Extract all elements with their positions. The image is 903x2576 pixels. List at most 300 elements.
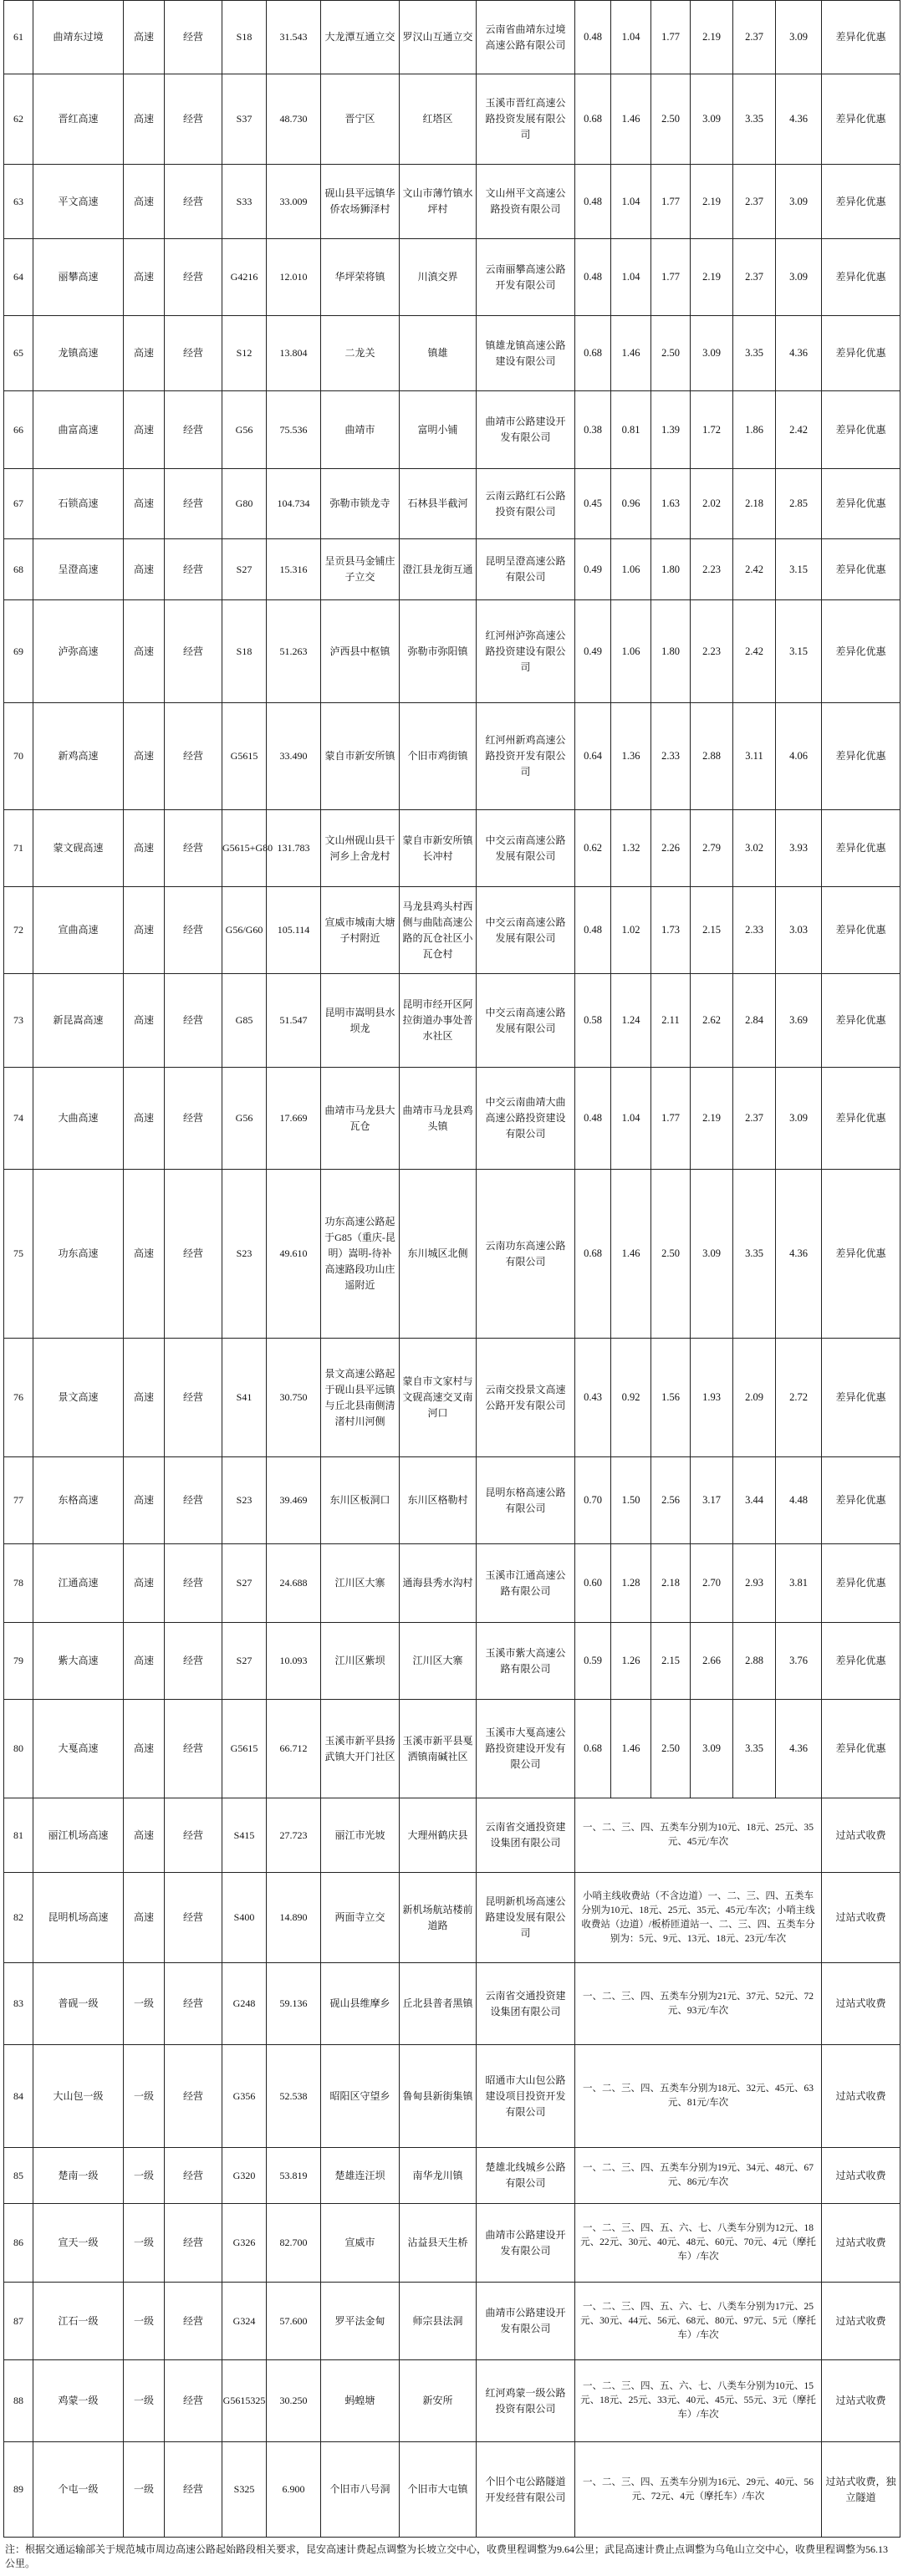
operator-company: 玉溪市紫大高速公路有限公司 [477, 1623, 575, 1700]
start-point: 弥勒市锁龙寺 [321, 469, 400, 539]
fee-class-6: 3.09 [776, 1068, 822, 1170]
operator-company: 楚雄北线城乡公路有限公司 [477, 2148, 575, 2204]
fee-class-3: 1.77 [651, 165, 691, 239]
road-name: 石锁高速 [33, 469, 124, 539]
fee-class-2: 0.81 [611, 391, 651, 469]
fee-class-1: 0.48 [575, 239, 611, 316]
table-row [4, 539, 900, 600]
mileage-km: 10.093 [267, 1623, 321, 1700]
road-name: 曲靖东过境 [33, 1, 124, 74]
fee-class-4: 2.19 [691, 239, 733, 316]
road-name: 呈澄高速 [33, 539, 124, 600]
road-grade: 一级 [124, 2204, 165, 2283]
fee-class-6: 4.36 [776, 1700, 822, 1798]
operator-company: 云南省曲靖东过境高速公路有限公司 [477, 1, 575, 74]
remark: 差异化优惠 [822, 810, 900, 887]
start-point: 罗平法金甸 [321, 2283, 400, 2360]
table-row [4, 2283, 900, 2360]
toll-nature: 经营 [165, 887, 222, 974]
operator-company: 昆明呈澄高速公路有限公司 [477, 539, 575, 600]
fee-class-2: 1.24 [611, 974, 651, 1068]
fee-class-2: 1.50 [611, 1457, 651, 1544]
table-row [4, 2204, 900, 2283]
fee-class-4: 2.19 [691, 1068, 733, 1170]
route-code: S400 [222, 1873, 267, 1963]
toll-nature: 经营 [165, 2204, 222, 2283]
mileage-km: 6.900 [267, 2442, 321, 2538]
remark: 差异化优惠 [822, 1068, 900, 1170]
road-name: 平文高速 [33, 165, 124, 239]
table-row [4, 316, 900, 391]
remark: 差异化优惠 [822, 1, 900, 74]
remark: 过站式收费 [822, 1873, 900, 1963]
fee-class-3: 2.33 [651, 703, 691, 810]
start-point: 曲靖市 [321, 391, 400, 469]
mileage-km: 104.734 [267, 469, 321, 539]
end-point: 沾益县天生桥 [400, 2204, 477, 2283]
row-number: 82 [4, 1873, 33, 1963]
end-point: 镇雄 [400, 316, 477, 391]
road-name: 普砚一级 [33, 1963, 124, 2045]
table-row [4, 1623, 900, 1700]
end-point: 马龙县鸡头村西侧与曲陆高速公路的瓦仓社区小瓦仓村 [400, 887, 477, 974]
road-name: 丽江机场高速 [33, 1798, 124, 1873]
road-name: 楚南一级 [33, 2148, 124, 2204]
fee-class-2: 1.04 [611, 1068, 651, 1170]
table-row [4, 239, 900, 316]
start-point: 呈贡县马金铺庄子立交 [321, 539, 400, 600]
row-number: 81 [4, 1798, 33, 1873]
fee-class-6: 3.09 [776, 1, 822, 74]
table-row [4, 1963, 900, 2045]
fee-class-3: 1.73 [651, 887, 691, 974]
mileage-km: 51.263 [267, 600, 321, 703]
route-code: G85 [222, 974, 267, 1068]
fee-class-1: 0.62 [575, 810, 611, 887]
route-code: S18 [222, 1, 267, 74]
start-point: 砚山县平远镇华侨农场狮泽村 [321, 165, 400, 239]
fee-class-4: 1.93 [691, 1339, 733, 1457]
remark: 差异化优惠 [822, 1623, 900, 1700]
toll-nature: 经营 [165, 1873, 222, 1963]
fee-class-3: 2.18 [651, 1544, 691, 1623]
fee-class-4: 2.19 [691, 1, 733, 74]
row-number: 61 [4, 1, 33, 74]
fee-class-2: 1.06 [611, 539, 651, 600]
start-point: 昆明市嵩明县水坝龙 [321, 974, 400, 1068]
mileage-km: 49.610 [267, 1170, 321, 1339]
row-number: 89 [4, 2442, 33, 2538]
route-code: S12 [222, 316, 267, 391]
route-code: G4216 [222, 239, 267, 316]
remark: 差异化优惠 [822, 600, 900, 703]
fee-class-2: 1.02 [611, 887, 651, 974]
fee-class-2: 1.04 [611, 1, 651, 74]
end-point: 东川区格勒村 [400, 1457, 477, 1544]
start-point: 晋宁区 [321, 74, 400, 165]
operator-company: 个旧个屯公路隧道开发经营有限公司 [477, 2442, 575, 2538]
start-point: 宣威市 [321, 2204, 400, 2283]
route-code: G5615 [222, 1700, 267, 1798]
fee-class-5: 3.02 [733, 810, 776, 887]
remark: 差异化优惠 [822, 469, 900, 539]
fee-class-6: 4.36 [776, 74, 822, 165]
start-point: 东川区板洞口 [321, 1457, 400, 1544]
fee-class-2: 0.96 [611, 469, 651, 539]
fee-class-1: 0.48 [575, 887, 611, 974]
end-point: 玉溪市新平县戛洒镇南碱社区 [400, 1700, 477, 1798]
table-row [4, 703, 900, 810]
start-point: 景文高速公路起于砚山县平远镇与丘北县南侧清渚村川河侧 [321, 1339, 400, 1457]
mileage-km: 51.547 [267, 974, 321, 1068]
operator-company: 昆明东格高速公路有限公司 [477, 1457, 575, 1544]
mileage-km: 31.543 [267, 1, 321, 74]
table-row [4, 974, 900, 1068]
road-grade: 高速 [124, 239, 165, 316]
remark: 过站式收费 [822, 2148, 900, 2204]
fee-class-3: 2.50 [651, 1170, 691, 1339]
route-code: S325 [222, 2442, 267, 2538]
route-code: G320 [222, 2148, 267, 2204]
road-grade: 高速 [124, 1544, 165, 1623]
fee-class-3: 2.11 [651, 974, 691, 1068]
road-name: 江通高速 [33, 1544, 124, 1623]
fee-class-3: 2.26 [651, 810, 691, 887]
end-point: 师宗县法洞 [400, 2283, 477, 2360]
road-grade: 高速 [124, 539, 165, 600]
table-row [4, 810, 900, 887]
table-row [4, 165, 900, 239]
operator-company: 中交云南高速公路发展有限公司 [477, 810, 575, 887]
road-grade: 一级 [124, 2148, 165, 2204]
route-code: S27 [222, 1544, 267, 1623]
toll-nature: 经营 [165, 1457, 222, 1544]
route-code: G80 [222, 469, 267, 539]
operator-company: 云南云路红石公路投资有限公司 [477, 469, 575, 539]
end-point: 川滇交界 [400, 239, 477, 316]
start-point: 曲靖市马龙县大瓦仓 [321, 1068, 400, 1170]
road-name: 龙镇高速 [33, 316, 124, 391]
fee-class-2: 1.26 [611, 1623, 651, 1700]
road-name: 晋红高速 [33, 74, 124, 165]
fee-class-4: 3.09 [691, 316, 733, 391]
fee-class-1: 0.59 [575, 1623, 611, 1700]
start-point: 昭阳区守望乡 [321, 2045, 400, 2148]
fee-class-1: 0.48 [575, 1068, 611, 1170]
route-code: G326 [222, 2204, 267, 2283]
table-row [4, 1700, 900, 1798]
fee-class-1: 0.45 [575, 469, 611, 539]
table-row [4, 2442, 900, 2538]
fee-class-4: 2.79 [691, 810, 733, 887]
start-point: 蒙自市新安所镇 [321, 703, 400, 810]
fee-class-3: 1.77 [651, 1068, 691, 1170]
remark: 差异化优惠 [822, 1170, 900, 1339]
toll-nature: 经营 [165, 2360, 222, 2442]
route-code: S23 [222, 1170, 267, 1339]
start-point: 功东高速公路起于G85（重庆-昆明）嵩明-待补高速路段功山庄遥附近 [321, 1170, 400, 1339]
route-code: G56/G60 [222, 887, 267, 974]
road-name: 鸡蒙一级 [33, 2360, 124, 2442]
operator-company: 中交云南高速公路发展有限公司 [477, 887, 575, 974]
fee-class-2: 1.28 [611, 1544, 651, 1623]
toll-nature: 经营 [165, 1544, 222, 1623]
table-row [4, 2360, 900, 2442]
mileage-km: 12.010 [267, 239, 321, 316]
route-code: S415 [222, 1798, 267, 1873]
table-row [4, 1068, 900, 1170]
road-grade: 高速 [124, 1, 165, 74]
road-grade: 高速 [124, 469, 165, 539]
road-name: 新鸡高速 [33, 703, 124, 810]
fee-class-4: 2.88 [691, 703, 733, 810]
operator-company: 曲靖市公路建设开发有限公司 [477, 2204, 575, 2283]
row-number: 62 [4, 74, 33, 165]
start-point: 玉溪市新平县扬武镇大开门社区 [321, 1700, 400, 1798]
fee-class-1: 0.38 [575, 391, 611, 469]
operator-company: 红河州泸弥高速公路投资建设有限公司 [477, 600, 575, 703]
fee-class-3: 2.15 [651, 1623, 691, 1700]
toll-nature: 经营 [165, 391, 222, 469]
fee-class-1: 0.60 [575, 1544, 611, 1623]
mileage-km: 82.700 [267, 2204, 321, 2283]
end-point: 江川区大寨 [400, 1623, 477, 1700]
toll-nature: 经营 [165, 1700, 222, 1798]
fee-class-3: 1.63 [651, 469, 691, 539]
row-number: 87 [4, 2283, 33, 2360]
route-code: S27 [222, 1623, 267, 1700]
fee-class-2: 1.36 [611, 703, 651, 810]
row-number: 66 [4, 391, 33, 469]
table-row [4, 2148, 900, 2204]
road-name: 新昆嵩高速 [33, 974, 124, 1068]
fee-class-6: 3.93 [776, 810, 822, 887]
toll-nature: 经营 [165, 1798, 222, 1873]
mileage-km: 30.750 [267, 1339, 321, 1457]
road-grade: 一级 [124, 1963, 165, 2045]
row-number: 63 [4, 165, 33, 239]
mileage-km: 39.469 [267, 1457, 321, 1544]
road-grade: 高速 [124, 600, 165, 703]
route-code: S33 [222, 165, 267, 239]
fee-class-5: 2.42 [733, 600, 776, 703]
end-point: 昆明市经开区阿拉街道办事处普水社区 [400, 974, 477, 1068]
table-row [4, 1339, 900, 1457]
end-point: 罗汉山互通立交 [400, 1, 477, 74]
fee-class-5: 2.18 [733, 469, 776, 539]
fee-class-4: 2.15 [691, 887, 733, 974]
fee-class-5: 1.86 [733, 391, 776, 469]
road-name: 泸弥高速 [33, 600, 124, 703]
fee-class-2: 1.46 [611, 316, 651, 391]
start-point: 蚂蝗塘 [321, 2360, 400, 2442]
end-point: 大理州鹤庆县 [400, 1798, 477, 1873]
road-name: 大戛高速 [33, 1700, 124, 1798]
mileage-km: 131.783 [267, 810, 321, 887]
end-point: 红塔区 [400, 74, 477, 165]
toll-nature: 经营 [165, 469, 222, 539]
fee-class-3: 2.50 [651, 74, 691, 165]
mileage-km: 17.669 [267, 1068, 321, 1170]
start-point: 个旧市八号洞 [321, 2442, 400, 2538]
remark: 差异化优惠 [822, 391, 900, 469]
fee-class-3: 1.80 [651, 539, 691, 600]
toll-nature: 经营 [165, 2148, 222, 2204]
operator-company: 云南功东高速公路有限公司 [477, 1170, 575, 1339]
fee-schedule-text: 一、二、三、四、五类车分别为16元、29元、40元、56元、72元、4元（摩托车）/车次 [575, 2442, 822, 2538]
remark: 差异化优惠 [822, 539, 900, 600]
road-grade: 一级 [124, 2283, 165, 2360]
toll-nature: 经营 [165, 1170, 222, 1339]
fee-class-3: 1.77 [651, 239, 691, 316]
row-number: 68 [4, 539, 33, 600]
fee-class-6: 4.36 [776, 1170, 822, 1339]
operator-company: 镇雄龙镇高速公路建设有限公司 [477, 316, 575, 391]
fee-class-5: 3.35 [733, 1170, 776, 1339]
end-point: 富明小铺 [400, 391, 477, 469]
end-point: 东川城区北侧 [400, 1170, 477, 1339]
road-grade: 高速 [124, 1170, 165, 1339]
route-code: S27 [222, 539, 267, 600]
mileage-km: 57.600 [267, 2283, 321, 2360]
fee-schedule-text: 一、二、三、四、五类车分别为21元、37元、52元、72元、93元/车次 [575, 1963, 822, 2045]
end-point: 新机场航站楼前道路 [400, 1873, 477, 1963]
mileage-km: 53.819 [267, 2148, 321, 2204]
table-row [4, 1170, 900, 1339]
remark: 过站式收费 [822, 1798, 900, 1873]
road-grade: 高速 [124, 810, 165, 887]
fee-class-4: 2.19 [691, 165, 733, 239]
row-number: 80 [4, 1700, 33, 1798]
fee-class-6: 3.69 [776, 974, 822, 1068]
start-point: 宣威市城南大塘子村附近 [321, 887, 400, 974]
route-code: G56 [222, 1068, 267, 1170]
fee-class-2: 1.06 [611, 600, 651, 703]
fee-class-1: 0.49 [575, 539, 611, 600]
road-grade: 高速 [124, 1457, 165, 1544]
fee-schedule-text: 一、二、三、四、五、六、七、八类车分别为12元、18元、22元、30元、40元、48元、60元、70元、4元（摩托车）/车次 [575, 2204, 822, 2283]
fee-class-6: 3.15 [776, 539, 822, 600]
fee-class-1: 0.70 [575, 1457, 611, 1544]
road-name: 宣天一级 [33, 2204, 124, 2283]
fee-class-1: 0.58 [575, 974, 611, 1068]
start-point: 江川区大寨 [321, 1544, 400, 1623]
road-grade: 高速 [124, 887, 165, 974]
remark: 过站式收费 [822, 2283, 900, 2360]
route-code: G5615+G80 [222, 810, 267, 887]
end-point: 澄江县龙街互通 [400, 539, 477, 600]
row-number: 85 [4, 2148, 33, 2204]
road-name: 江石一级 [33, 2283, 124, 2360]
fee-class-3: 2.50 [651, 316, 691, 391]
toll-nature: 经营 [165, 1963, 222, 2045]
mileage-km: 24.688 [267, 1544, 321, 1623]
fee-class-3: 2.56 [651, 1457, 691, 1544]
fee-class-2: 0.92 [611, 1339, 651, 1457]
road-grade: 高速 [124, 1873, 165, 1963]
fee-class-5: 3.35 [733, 316, 776, 391]
row-number: 88 [4, 2360, 33, 2442]
fee-class-6: 2.85 [776, 469, 822, 539]
row-number: 83 [4, 1963, 33, 2045]
mileage-km: 52.538 [267, 2045, 321, 2148]
fee-class-1: 0.68 [575, 1700, 611, 1798]
road-grade: 一级 [124, 2442, 165, 2538]
road-name: 蒙文砚高速 [33, 810, 124, 887]
row-number: 70 [4, 703, 33, 810]
toll-table [3, 0, 900, 2538]
end-point: 新安所 [400, 2360, 477, 2442]
mileage-km: 27.723 [267, 1798, 321, 1873]
road-name: 个屯一级 [33, 2442, 124, 2538]
end-point: 通海县秀水沟村 [400, 1544, 477, 1623]
fee-class-4: 1.72 [691, 391, 733, 469]
fee-class-3: 1.80 [651, 600, 691, 703]
toll-nature: 经营 [165, 974, 222, 1068]
fee-class-5: 2.84 [733, 974, 776, 1068]
table-row [4, 1798, 900, 1873]
road-grade: 高速 [124, 1068, 165, 1170]
row-number: 65 [4, 316, 33, 391]
fee-class-6: 2.42 [776, 391, 822, 469]
start-point: 丽江市光坡 [321, 1798, 400, 1873]
fee-class-4: 2.66 [691, 1623, 733, 1700]
operator-company: 玉溪市大戛高速公路投资建设开发有限公司 [477, 1700, 575, 1798]
table-row [4, 391, 900, 469]
fee-schedule-text: 一、二、三、四、五类车分别为18元、32元、45元、63元、81元/车次 [575, 2045, 822, 2148]
table-row [4, 1873, 900, 1963]
fee-class-1: 0.68 [575, 316, 611, 391]
end-point: 文山市薄竹镇水坪村 [400, 165, 477, 239]
row-number: 72 [4, 887, 33, 974]
end-point: 个旧市大屯镇 [400, 2442, 477, 2538]
fee-class-1: 0.43 [575, 1339, 611, 1457]
fee-class-5: 2.88 [733, 1623, 776, 1700]
operator-company: 云南省交通投资建设集团有限公司 [477, 1798, 575, 1873]
row-number: 67 [4, 469, 33, 539]
fee-class-6: 3.81 [776, 1544, 822, 1623]
route-code: S23 [222, 1457, 267, 1544]
fee-class-5: 2.37 [733, 239, 776, 316]
table-row [4, 2045, 900, 2148]
fee-class-2: 1.04 [611, 165, 651, 239]
fee-class-1: 0.64 [575, 703, 611, 810]
start-point: 楚雄连汪坝 [321, 2148, 400, 2204]
route-code: G324 [222, 2283, 267, 2360]
mileage-km: 105.114 [267, 887, 321, 974]
footnote: 注：根据交通运输部关于规范城市周边高速公路起始路段相关要求，昆安高速计费起点调整为长坡立交中心，收费里程调整为9.64公里；武昆高速计费止点调整为乌龟山立交中心，收费里程调整为56.13公里。 [5, 2543, 889, 2569]
fee-class-6: 3.09 [776, 239, 822, 316]
fee-class-5: 2.37 [733, 1, 776, 74]
fee-class-3: 2.50 [651, 1700, 691, 1798]
operator-company: 文山州平文高速公路投资有限公司 [477, 165, 575, 239]
toll-nature: 经营 [165, 1339, 222, 1457]
operator-company: 红河鸡蒙一级公路投资有限公司 [477, 2360, 575, 2442]
route-code: G5615 [222, 703, 267, 810]
operator-company: 玉溪市江通高速公路有限公司 [477, 1544, 575, 1623]
fee-class-1: 0.68 [575, 74, 611, 165]
road-grade: 高速 [124, 1700, 165, 1798]
toll-nature: 经营 [165, 2045, 222, 2148]
remark: 差异化优惠 [822, 74, 900, 165]
toll-nature: 经营 [165, 2283, 222, 2360]
fee-class-4: 3.09 [691, 74, 733, 165]
route-code: S37 [222, 74, 267, 165]
row-number: 84 [4, 2045, 33, 2148]
fee-class-6: 4.06 [776, 703, 822, 810]
road-grade: 高速 [124, 165, 165, 239]
fee-class-5: 2.09 [733, 1339, 776, 1457]
